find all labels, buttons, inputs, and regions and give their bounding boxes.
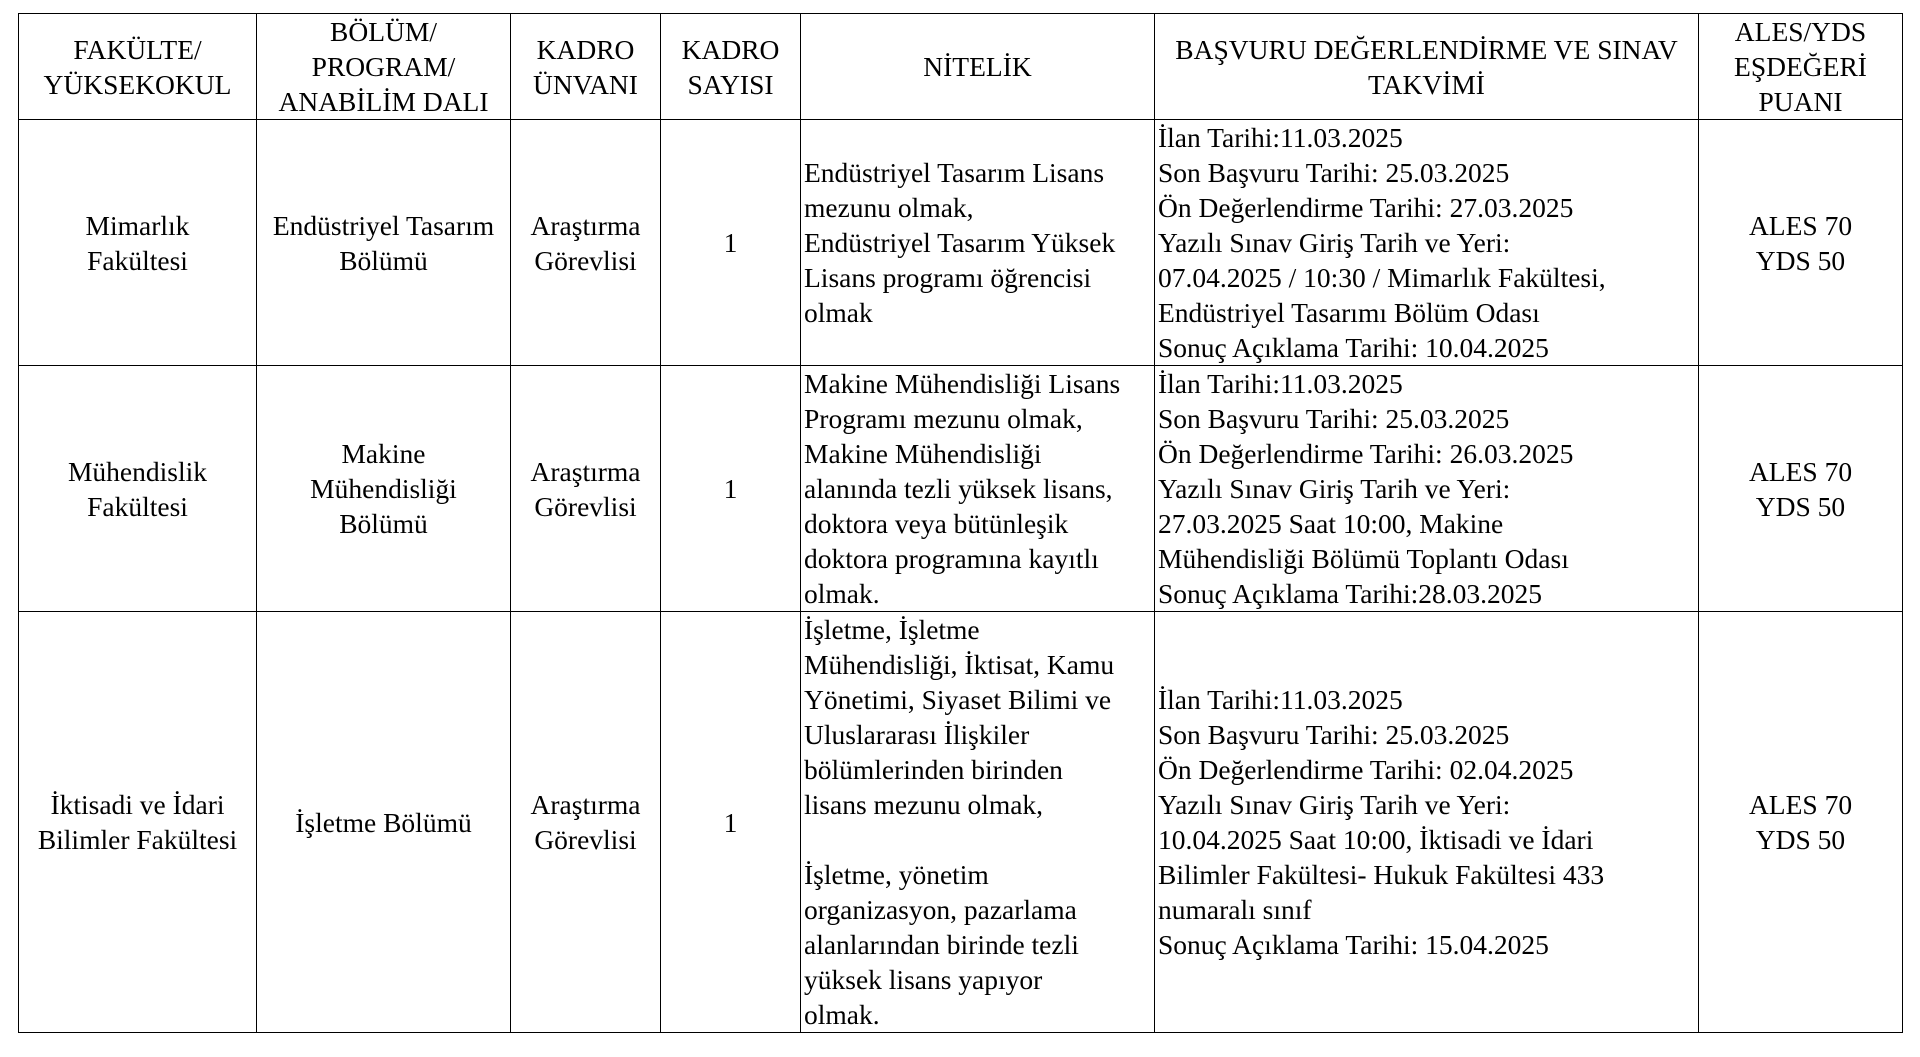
cell-department: İşletme Bölümü [257, 612, 511, 1033]
cell-department: Endüstriyel Tasarım Bölümü [257, 120, 511, 366]
cell-calendar: İlan Tarihi:11.03.2025 Son Başvuru Tarihi: 25.03.2025 Ön Değerlendirme Tarihi: 27.03.2025 Yazılı Sınav Giriş Tarih ve Yeri: 07.04.2025 / 10:30 / Mimarlık Fakültesi, Endüstriyel Tasarımı Bölüm Odası Sonuç Açıklama Tarihi: 10.04.2025 [1155, 120, 1699, 366]
cell-calendar: İlan Tarihi:11.03.2025 Son Başvuru Tarihi: 25.03.2025 Ön Değerlendirme Tarihi: 26.03.2025 Yazılı Sınav Giriş Tarih ve Yeri: 27.03.2025 Saat 10:00, Makine Mühendisliği Bölümü Toplantı Odası Sonuç Açıklama Tarihi:28.03.2025 [1155, 366, 1699, 612]
cell-position-title: Araştırma Görevlisi [511, 120, 661, 366]
header-qualification: NİTELİK [801, 14, 1155, 120]
header-position-count: KADRO SAYISI [661, 14, 801, 120]
cell-scores: ALES 70 YDS 50 [1699, 366, 1903, 612]
cell-qualification: İşletme, İşletme Mühendisliği, İktisat, Kamu Yönetimi, Siyaset Bilimi ve Uluslararası İlişkiler bölümlerinden birinden lisans mezunu olmak, İşletme, yönetim organizasyon, pazarlama alanlarından birinde tezli yüksek lisans yapıyor olmak. [801, 612, 1155, 1033]
table-row [19, 120, 1903, 366]
table-row [19, 366, 1903, 612]
cell-faculty: İktisadi ve İdari Bilimler Fakültesi [19, 612, 257, 1033]
cell-faculty: Mühendislik Fakültesi [19, 366, 257, 612]
cell-department: Makine Mühendisliği Bölümü [257, 366, 511, 612]
cell-scores: ALES 70 YDS 50 [1699, 612, 1903, 1033]
recruitment-table [18, 13, 1903, 1033]
cell-qualification: Endüstriyel Tasarım Lisans mezunu olmak, Endüstriyel Tasarım Yüksek Lisans programı öğrencisi olmak [801, 120, 1155, 366]
cell-position-count: 1 [661, 612, 801, 1033]
cell-scores: ALES 70 YDS 50 [1699, 120, 1903, 366]
header-row [19, 14, 1903, 120]
cell-position-count: 1 [661, 120, 801, 366]
header-faculty: FAKÜLTE/ YÜKSEKOKUL [19, 14, 257, 120]
cell-position-title: Araştırma Görevlisi [511, 366, 661, 612]
cell-faculty: Mimarlık Fakültesi [19, 120, 257, 366]
cell-calendar: İlan Tarihi:11.03.2025 Son Başvuru Tarihi: 25.03.2025 Ön Değerlendirme Tarihi: 02.04.2025 Yazılı Sınav Giriş Tarih ve Yeri: 10.04.2025 Saat 10:00, İktisadi ve İdari Bilimler Fakültesi- Hukuk Fakültesi 433 numaralı sınıf Sonuç Açıklama Tarihi: 15.04.2025 [1155, 612, 1699, 1033]
header-department: BÖLÜM/ PROGRAM/ ANABİLİM DALI [257, 14, 511, 120]
cell-qualification: Makine Mühendisliği Lisans Programı mezunu olmak, Makine Mühendisliği alanında tezli yüksek lisans, doktora veya bütünleşik doktora programına kayıtlı olmak. [801, 366, 1155, 612]
cell-position-title: Araştırma Görevlisi [511, 612, 661, 1033]
header-scores: ALES/YDS EŞDEĞERİ PUANI [1699, 14, 1903, 120]
header-position-title: KADRO ÜNVANI [511, 14, 661, 120]
table-row [19, 612, 1903, 1033]
cell-position-count: 1 [661, 366, 801, 612]
header-calendar: BAŞVURU DEĞERLENDİRME VE SINAV TAKVİMİ [1155, 14, 1699, 120]
